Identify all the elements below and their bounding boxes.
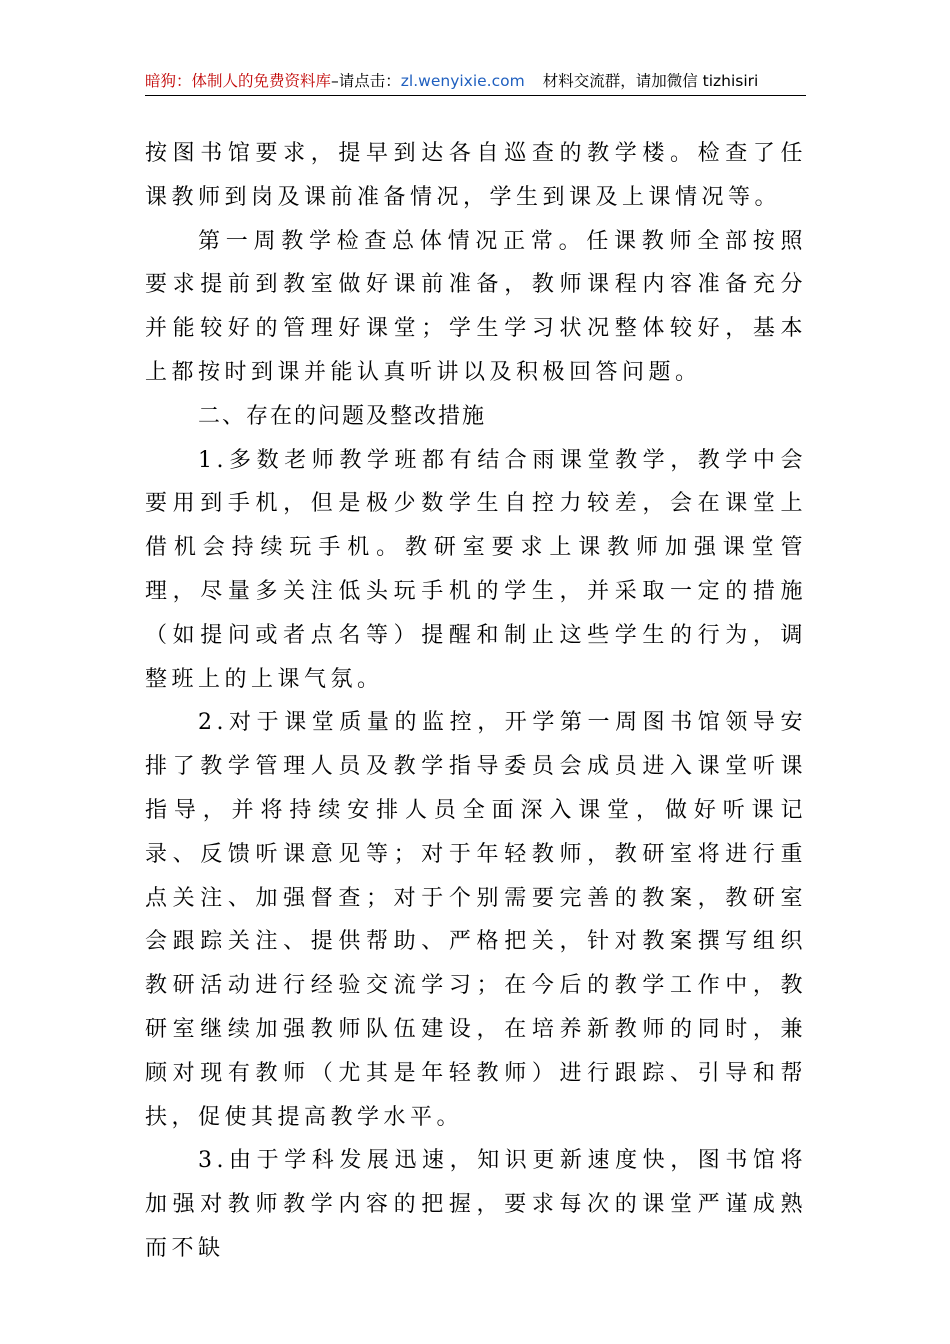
paragraph-item-1: 1.多数老师教学班都有结合雨课堂教学，教学中会要用到手机，但是极少数学生自控力较差，会在课堂上借机会持续玩手机。教研室要求上课教师加强课堂管理，尽量多关注低头玩手机的学生，并采取一定的措施（如提问或者点名等）提醒和制止这些学生的行为，调整班上的上课气氛。: [145, 447, 807, 692]
paragraph-summary: 第一周教学检查总体情况正常。任课教师全部按照要求提前到教室做好课前准备，教师课程内容准备充分并能较好的管理好课堂；学生学习状况整体较好，基本上都按时到课并能认真听讲以及积极回答问题。: [145, 228, 807, 385]
header-wechat-note: 材料交流群，请加微信 tizhisiri: [542, 72, 759, 90]
header-divider: [145, 95, 806, 96]
document-body: [145, 132, 807, 1271]
header-click-prompt: –请点击：: [331, 72, 401, 90]
paragraph-item-3: 3.由于学科发展迅速，知识更新速度快，图书馆将加强对教师教学内容的把握，要求每次的课堂严谨成熟而不缺: [145, 1148, 807, 1261]
paragraph-continuation: 按图书馆要求，提早到达各自巡查的教学楼。检查了任课教师到岗及课前准备情况，学生到课及上课情况等。: [145, 141, 807, 210]
paragraph-item-2: 2.对于课堂质量的监控，开学第一周图书馆领导安排了教学管理人员及教学指导委员会成员进入课堂听课指导，并将持续安排人员全面深入课堂，做好听课记录、反馈听课意见等；对于年轻教师，教研室将进行重点关注、加强督查；对于个别需要完善的教案，教研室会跟踪关注、提供帮助、严格把关，针对教案撰写组织教研活动进行经验交流学习；在今后的教学工作中，教研室继续加强教师队伍建设，在培养新教师的同时，兼顾对现有教师（尤其是年轻教师）进行跟踪、引导和帮扶，促使其提高教学水平。: [145, 710, 807, 1130]
page-header: [145, 68, 806, 94]
header-site-link[interactable]: zl.wenyixie.com: [400, 72, 525, 90]
header-site-name: 暗狗：体制人的免费资料库: [145, 72, 332, 90]
section-heading: 二、存在的问题及整改措施: [198, 403, 487, 429]
